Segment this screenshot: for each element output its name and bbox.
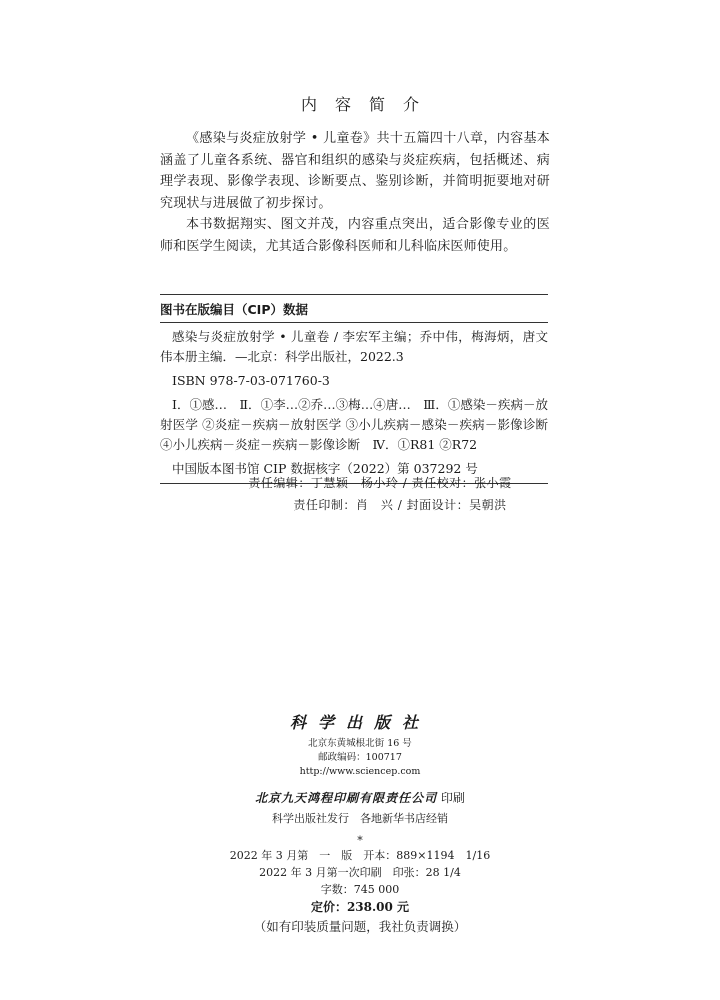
summary-paragraph-1: 《感染与炎症放射学 • 儿童卷》共十五篇四十八章，内容基本涵盖了儿童各系统、器官和组织的感染与炎症疾病，包括概述、病理学表现、影像学表现、诊断要点、鉴别诊断，并简明扼要地对研究现状与进展做了初步探讨。 — [160, 131, 550, 211]
staff-line-editors: 责任编辑：丁慧颖 杨小玲 / 责任校对：张小霞 — [248, 476, 512, 490]
printer-suffix: 印刷 — [440, 791, 465, 805]
summary-section — [160, 128, 550, 257]
distribution-line: 科学出版社发行 各地新华书店经销 — [272, 812, 448, 825]
cip-subjects: Ⅰ．①感… Ⅱ．①李…②乔…③梅…④唐… Ⅲ．①感染－疾病－放射医学 ②炎症－疾病－放射医学 ③小儿疾病－感染－疾病－影像诊断 ④小儿疾病－炎症－疾病－影像诊断 Ⅳ．①R81 ②R72 — [160, 397, 548, 452]
publisher-block — [0, 710, 720, 938]
cip-check-number: 中国版本图书馆 CIP 数据核字（2022）第 037292 号 — [172, 461, 478, 476]
publisher-name: 科学出版社 — [289, 713, 430, 732]
cip-isbn: ISBN 978-7-03-071760-3 — [172, 373, 330, 388]
price: 定价：238.00 元 — [310, 900, 410, 914]
summary-paragraph-2: 本书数据翔实、图文并茂，内容重点突出，适合影像专业的医师和医学生阅读，尤其适合影像科医师和儿科临床医师使用。 — [160, 217, 550, 254]
publisher-website: http://www.sciencep.com — [299, 766, 421, 777]
word-count: 字数：745 000 — [320, 883, 400, 896]
cip-section — [160, 294, 548, 484]
cip-entry: 感染与炎症放射学 • 儿童卷 / 李宏军主编；乔中伟，梅海炳，唐文伟本册主编．—北京：科学出版社，2022.3 — [160, 329, 548, 364]
quality-note: （如有印装质量问题，我社负责调换） — [253, 919, 467, 934]
printer-line — [0, 789, 720, 806]
publisher-address: 北京东黄城根北街 16 号 — [308, 738, 412, 749]
separator-star: * — [357, 834, 363, 847]
publisher-postcode: 邮政编码：100717 — [318, 752, 402, 763]
edition-line: 2022 年 3 月第 一 版 开本：889×1194 1/16 — [229, 849, 491, 862]
printing-line: 2022 年 3 月第一次印刷 印张：28 1/4 — [259, 866, 461, 879]
printer-name: 北京九天鸿程印刷有限责任公司 — [255, 791, 438, 805]
cip-heading: 图书在版编目（CIP）数据 — [160, 302, 308, 317]
page-title: 内容简介 — [300, 95, 437, 114]
staff-credits — [0, 472, 720, 516]
staff-line-production: 责任印制：肖 兴 / 封面设计：吴朝洪 — [293, 498, 507, 512]
